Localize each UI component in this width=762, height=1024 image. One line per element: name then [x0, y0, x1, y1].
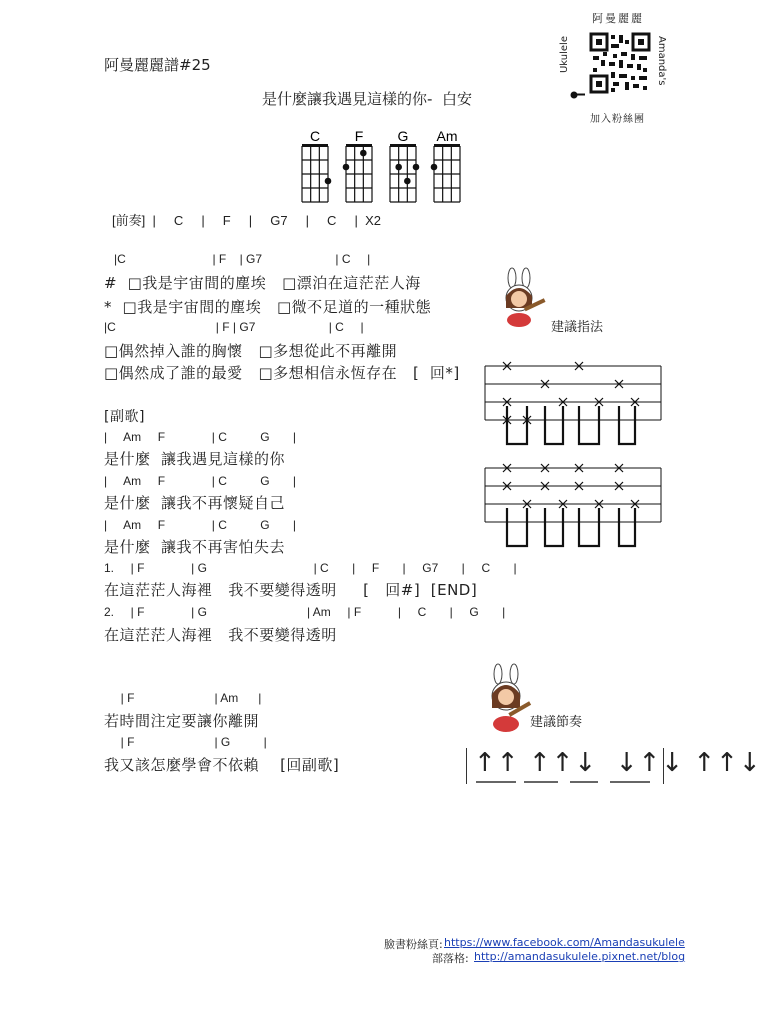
finger-dot — [360, 150, 367, 157]
finger-dot — [395, 164, 402, 171]
bridge-lyric-2: 我又該怎麼學會不依賴 [回副歌] — [104, 756, 340, 774]
chorus-lyric-2: 是什麼 讓我不再懷疑自己 — [104, 494, 286, 512]
finger-dot — [404, 178, 411, 185]
chord-diagram-f — [343, 128, 372, 202]
chord-name: F — [354, 128, 364, 144]
strum-label: 建議節奏 — [530, 715, 583, 730]
bridge-chords-1: | F | Am | — [104, 691, 262, 705]
strum-pattern: ↑↑ ↑↑↓ ↓↑↓ ↑↑↓ — [474, 748, 762, 778]
ending-1-chords: 1. | F | G | C | F | G7 | C | — [104, 561, 517, 575]
fingering-diagram — [483, 356, 663, 556]
verse-lyric-4: □偶然成了誰的最愛 □多想相信永恆存在 [ 回*] — [104, 364, 460, 382]
fb-link[interactable]: https://www.facebook.com/Amandasukulele — [444, 936, 685, 949]
verse-lyric-3: □偶然掉入誰的胸懷 □多想從此不再離開 — [104, 342, 398, 360]
logo-top-text: 阿曼麗麗 — [592, 12, 644, 25]
strum-underlines — [466, 780, 662, 788]
finger-dot — [343, 164, 350, 171]
ukulele-logo-icon — [570, 86, 586, 100]
logo-right-text: Amanda's — [656, 36, 667, 86]
qr-code-icon — [589, 32, 651, 94]
finger-dot — [325, 178, 332, 185]
intro-line: [前奏] | C | F | G7 | C | X2 — [112, 213, 381, 228]
verse-chords-2: |C | F | G7 | C | — [104, 320, 364, 334]
chorus-lyric-1: 是什麼 讓我遇見這樣的你 — [104, 450, 286, 468]
blog-label: 部落格: — [432, 952, 469, 965]
ending-1-lyric: 在這茫茫人海裡 我不要變得透明 [ 回#] [END] — [104, 581, 478, 599]
bridge-lyric-1: 若時間注定要讓你離開 — [104, 712, 260, 730]
logo-left-text: Ukulele — [559, 36, 570, 74]
chord-diagram-am — [431, 128, 460, 202]
bunny-mascot-icon — [492, 268, 552, 332]
logo-bottom-text: 加入粉絲團 — [590, 114, 645, 125]
verse-lyric-2: * □我是宇宙間的塵埃 □微不足道的一種狀態 — [104, 298, 432, 316]
chorus-label: [副歌] — [104, 409, 145, 425]
finger-dot — [413, 164, 420, 171]
series-title: 阿曼麗麗譜#25 — [104, 56, 211, 74]
chorus-chords-1: | Am F | C G | — [104, 430, 297, 444]
chorus-lyric-3: 是什麼 讓我不再害怕失去 — [104, 538, 286, 556]
chord-name: G — [397, 128, 409, 144]
ending-2-lyric: 在這茫茫人海裡 我不要變得透明 — [104, 626, 337, 644]
verse-chords-1: |C | F | G7 | C | — [114, 252, 371, 266]
chorus-chords-2: | Am F | C G | — [104, 474, 297, 488]
finger-dot — [431, 164, 438, 171]
fingering-label: 建議指法 — [551, 320, 604, 335]
chorus-chords-3: | Am F | C G | — [104, 518, 297, 532]
chord-name: Am — [436, 128, 458, 144]
chord-name: C — [309, 128, 321, 144]
chord-diagram-g — [390, 128, 419, 202]
ending-2-chords: 2. | F | G | Am | F | C | G | — [104, 605, 506, 619]
song-title: 是什麼讓我遇見這樣的你- 白安 — [262, 90, 472, 108]
chord-diagram-c — [302, 128, 331, 202]
blog-link[interactable]: http://amandasukulele.pixnet.net/blog — [474, 950, 686, 963]
verse-lyric-1: # □我是宇宙間的塵埃 □漂泊在這茫茫人海 — [104, 274, 421, 292]
bridge-chords-2: | F | G | — [104, 735, 267, 749]
chord-diagrams — [296, 126, 466, 202]
fb-label: 臉書粉絲頁: — [384, 938, 443, 951]
